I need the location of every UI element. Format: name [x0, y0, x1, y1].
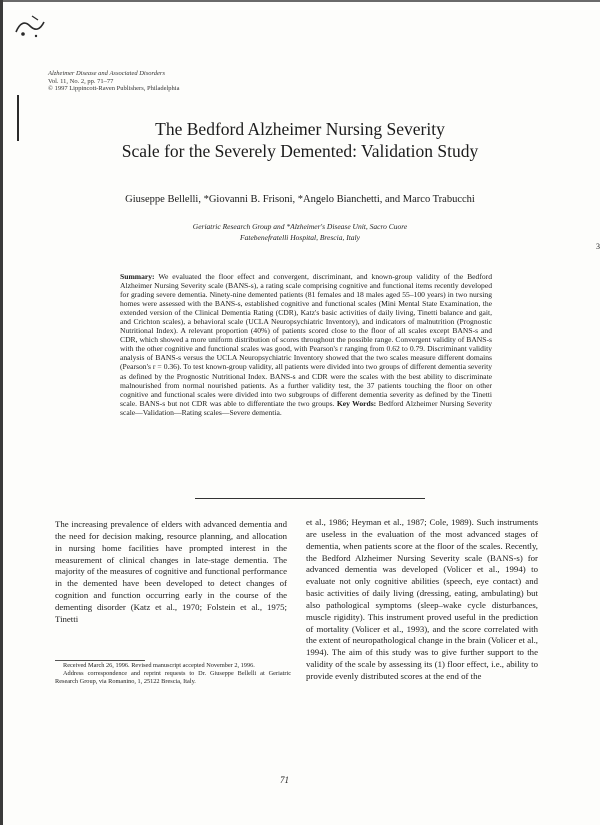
journal-header: [48, 70, 180, 93]
footnote: [55, 662, 291, 686]
article-title: [0, 118, 600, 162]
scan-top-edge: [0, 0, 600, 2]
journal-volume: Vol. 11, No. 2, pp. 71–77: [48, 77, 114, 85]
footnote-correspondence: Address correspondence and reprint requests to Dr. Giuseppe Bellelli at Geriatric Research Group, via Romanino, 1, 25122 Brescia, Italy.: [55, 670, 291, 685]
keywords: Bedford Alzheimer Nursing Severity scale—Validation—Rating scales—Severe dementia.: [120, 398, 492, 417]
footnote-received: Received March 26, 1996. Revised manuscript accepted November 2, 1996.: [63, 662, 255, 669]
page-number: 71: [280, 775, 289, 785]
title-line-2: Scale for the Severely Demented: Validation Study: [121, 141, 479, 161]
journal-name: Alzheimer Disease and Associated Disorders: [48, 70, 165, 77]
body-column-left: The increasing prevalence of elders with advanced dementia and the need for decision making, resource planning, and allocation in nursing home facilities have prompted interest in the measurement of clinical changes in late-stage dementia. The majority of the measures of cognitive and functional performance in the demented have been developed to detect changes of cognition and function occurring early in the course of the dementing disorder (Katz et al., 1970; Folstein et al., 1975; Tinetti: [55, 519, 287, 624]
authors: Giuseppe Bellelli, *Giovanni B. Frisoni, *Angelo Bianchetti, and Marco Trabucchi: [125, 194, 475, 205]
affiliation-line-1: Geriatric Research Group and *Alzheimer's Disease Unit, Sacro Cuore: [192, 222, 408, 231]
abstract: [120, 272, 492, 417]
abstract-label: Summary:: [120, 272, 155, 281]
affiliation: [0, 221, 600, 243]
keywords-label: Key Words:: [336, 398, 377, 408]
title-line-1: The Bedford Alzheimer Nursing Severity: [155, 119, 445, 139]
scan-artifact-icon: [14, 12, 54, 42]
affiliation-line-2: Fatebenefratelli Hospital, Brescia, Italy: [240, 233, 360, 242]
footnote-divider: [55, 660, 145, 661]
abstract-text: We evaluated the floor effect and convergent, discriminant, and known-group validity of the Bedford Alzheimer Nursing Severity scale (BANS-s), a rating scale comprising cognitive and functional items recently developed for grading severe dementia. Ninety-nine demented patients (81 females and 18 males aged 55–100 years) in two nursing homes were assessed with the BANS-s, established cognitive and functional scales (Mini Mental State Examination, the extended version of the Clinical Dementia Rating (CDR), Katz's basic activities of daily living, Tinetti balance and gait, and Crichton scales), a behavioral scale (UCLA Neuropsychiatric Inventory), and indicators of malnutrition (Prognostic Nutritional Index). A relevant proportion (40%) of patients scored close to the floor of all scales except BANS-s and CDR, which showed a more uniform distribution of scores throughout the possible range. Convergent validity of BANS-s with the other cognitive and functional scales was good, with Pearson's r ranging from 0.62 to 0.79. Discriminant validity analysis of BANS-s versus the UCLA Neuropsychiatric Inventory showed that the two scales measure different domains (Pearson's r = 0.36). To test known-group validity, all patients were divided into two groups of different dementia severity as defined by the Prognostic Nutritional Index. BANS-s and CDR were the scales with the best ability to discriminate malnourished from normal nourished patients. As a further validity test, the 37 patients touching the floor on other cognitive and functional scales were divided into two subgroups of different dementia severity as defined by the Tinetti scale. BANS-s but not CDR was able to differentiate the two groups.: [120, 272, 492, 408]
journal-copyright: © 1997 Lippincott-Raven Publishers, Philadelphia: [48, 85, 180, 92]
body-column-right: et al., 1986; Heyman et al., 1987; Cole, 1989). Such instruments are useless in the evaluation of the most advanced stages of dementia, when patients score at the floor of the scales. Recently, the Bedford Alzheimer Nursing Severity scale (BANS-s) for advanced dementia was developed (Volicer et al., 1994) to evaluate not only cognitive abilities (speech, eye contact) and basic activities of daily living (dressing, eating, ambulating) but also pathological symptoms (sleep–wake cycle disturbances, muscle rigidity). This instrument proved useful in the prediction of mortality (Volicer et al., 1993), and the score correlated with the extent of neuropathological change in the brain (Volicer et al., 1994). The aim of this study was to give further support to the validity of the scale by assessing its (1) floor effect, i.e., ability to provide evenly distributed scores at the end of the: [306, 517, 538, 681]
abstract-divider: [195, 498, 425, 499]
margin-mark: 3: [596, 242, 600, 251]
